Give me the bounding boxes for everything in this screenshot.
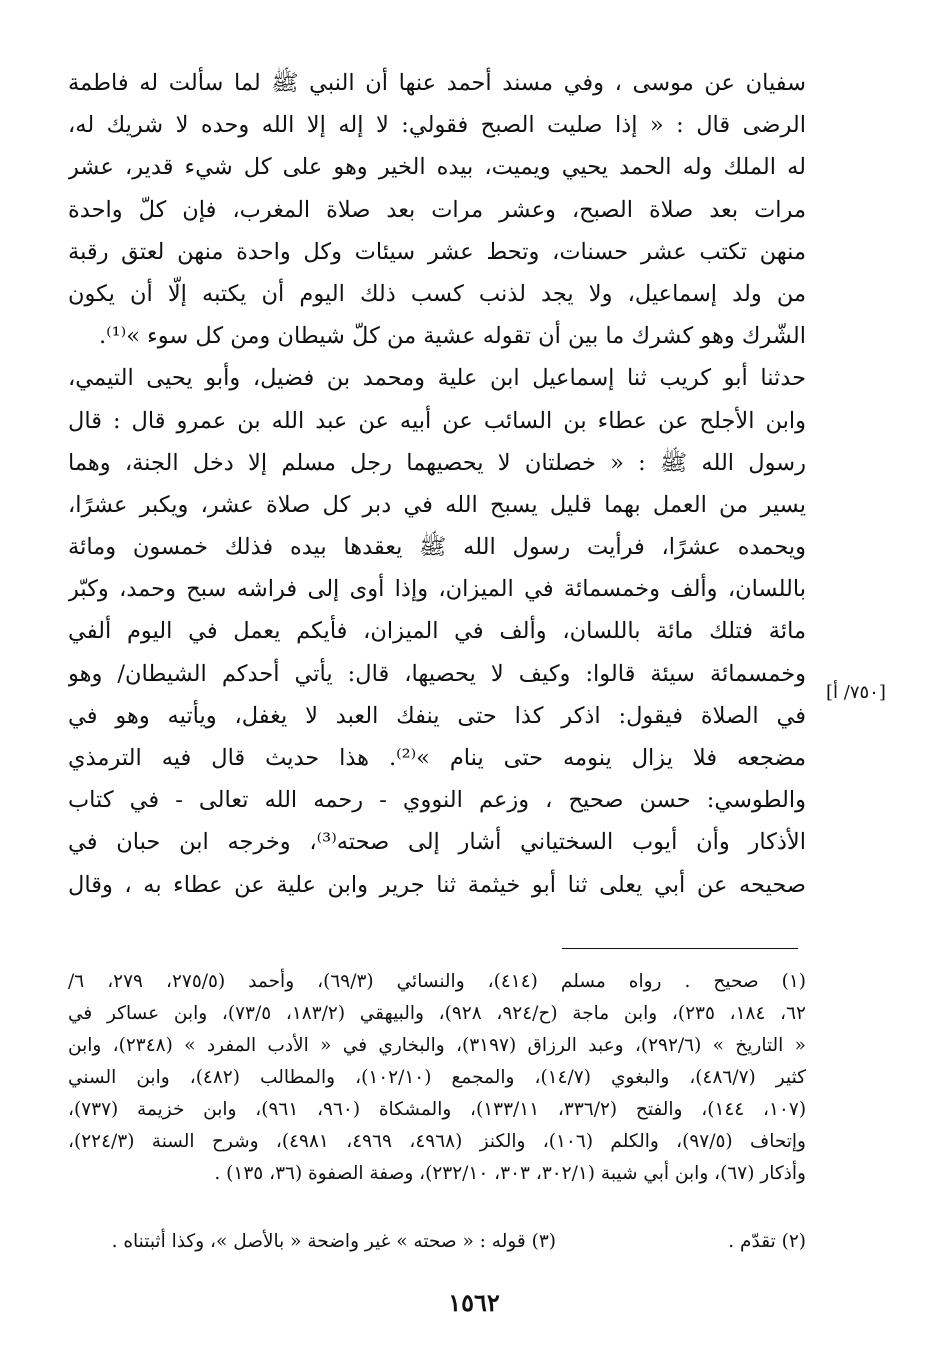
footnote-line: كثير (٤٨٦/٧)، والبغوي (١٤/٧)، والمجمع (١٠٢/١٠)، والمطالب (٤٨٢)، وابن السني — [68, 1067, 806, 1088]
footnote-line: وإتحاف (٩٧/٥)، والكلم (١٠٦)، والكنز (٤٩٦٨، ٤٩٦٩، ٤٩٨١)، وشرح السنة (٢٢٤/٣)، — [68, 1131, 806, 1152]
footnote-3: (٣) قوله : « صحته » غير واضحة « بالأصل »، وكذا أثبتناه . — [111, 1231, 556, 1252]
text-line: والطوسي: حسن صحيح ، وزعم النووي - رحمه الله تعالى - في كتاب — [68, 787, 806, 814]
text-line: صحيحه عن أبي يعلى ثنا أبو خيثمة ثنا جرير وابن علية عن عطاء به ، وقال — [68, 871, 806, 898]
text-line: ويحمده عشرًا، فرأيت رسول الله ﷺ يعقدها بيده فذلك خمسون ومائة — [68, 534, 806, 561]
text-line: حدثنا أبو كريب ثنا إسماعيل ابن علية ومحمد بن فضيل، وأبو يحيى التيمي، — [68, 365, 806, 392]
footnote-row-short — [68, 1226, 806, 1258]
footnote-divider — [562, 948, 798, 949]
text-line: مضجعه فلا يزال ينومه حتى ينام »⁽²⁾. هذا حديث قال فيه الترمذي — [68, 745, 806, 771]
text-line: مائة فتلك مائة باللسان، وألف في الميزان، فأيكم يعمل في اليوم ألفي — [68, 618, 806, 645]
main-text-body — [68, 62, 806, 906]
text-line: من ولد إسماعيل، ولا يجد لذنب كسب ذلك اليوم أن يكتبه إلّا أن يكون — [68, 280, 806, 307]
text-line: رسول الله ﷺ : « خصلتان لا يحصيهما رجل مسلم إلا دخل الجنة، وهما — [68, 449, 806, 476]
text-line: في الصلاة فيقول: اذكر كذا حتى ينفك العبد لا يغفل، ويأتيه وهو في — [68, 702, 806, 729]
text-line: منهن تكتب عشر حسنات، وتحط عشر سيئات وكل واحدة منهن لعتق رقبة — [68, 238, 806, 265]
footnote-2: (٢) تقدّم . — [728, 1231, 806, 1252]
footnote-line: (١٠٧، ١٤٤)، والفتح (٣٣٦/٢، ١٣٣/١١)، والمشكاة (٩٦٠، ٩٦١)، وابن خزيمة (٧٣٧)، — [68, 1099, 806, 1120]
text-line: الأذكار وأن أيوب السختياني أشار إلى صحته⁽³⁾، وخرجه ابن حبان في — [68, 829, 806, 856]
text-line: الرضى قال : « إذا صليت الصبح فقولي: لا إله إلا الله وحده لا شريك له، — [68, 112, 806, 139]
page-number: ١٥٦٢ — [448, 1288, 500, 1317]
footnote-line: وأذكار (٦٧)، وابن أبي شيبة (٣٠٢/١، ٣٠٣، ٢٣٢/١٠)، وصفة الصفوة (٣٦، ١٣٥) . — [214, 1163, 806, 1184]
text-line: الشّرك وهو كشرك ما بين أن تقوله عشية من كلّ شيطان ومن كل سوء »⁽¹⁾. — [98, 323, 806, 350]
footnotes — [68, 966, 806, 1190]
margin-folio-reference: [٧٥٠/ أ] — [826, 682, 886, 703]
text-line: وخمسمائة سيئة قالوا: وكيف لا يحصيها، قال: يأتي أحدكم الشيطان/ وهو — [68, 660, 806, 687]
footnote-line: ٦٢، ١٨٤، ٢٣٥)، وابن ماجة (ح/٩٢٤، ٩٢٨)، والبيهقي (١٨٣/٢، ٧٣/٥)، وابن عساكر في — [68, 1003, 806, 1024]
text-line: مرات بعد صلاة الصبح، وعشر مرات بعد صلاة المغرب، فإن كلّ واحدة — [68, 196, 806, 223]
footnote-line: (١) صحيح . رواه مسلم (٤١٤)، والنسائي (٦٩/٣)، وأحمد (٢٧٥/٥، ٢٧٩، ٦/ — [68, 971, 806, 992]
text-line: يسير من العمل بهما قليل يسبح الله في دبر كل صلاة عشر، ويكبر عشرًا، — [68, 491, 806, 518]
text-line: وابن الأجلح عن عطاء بن السائب عن أبيه عن عبد الله بن عمرو قال : قال — [68, 407, 806, 434]
text-line: باللسان، وألف وخمسمائة في الميزان، وإذا أوى إلى فراشه سبح وحمد، وكبّر — [68, 576, 806, 603]
text-line: سفيان عن موسى ، وفي مسند أحمد عنها أن النبي ﷺ لما سألت له فاطمة — [68, 70, 806, 96]
text-line: له الملك وله الحمد يحيي ويميت، بيده الخير وهو على كل شيء قدير، عشر — [68, 154, 806, 181]
footnote-line: « التاريخ » (٢٩٢/٦)، وعبد الرزاق (٣١٩٧)، والبخاري في « الأدب المفرد » (٢٣٤٨)، وابن — [68, 1035, 806, 1056]
